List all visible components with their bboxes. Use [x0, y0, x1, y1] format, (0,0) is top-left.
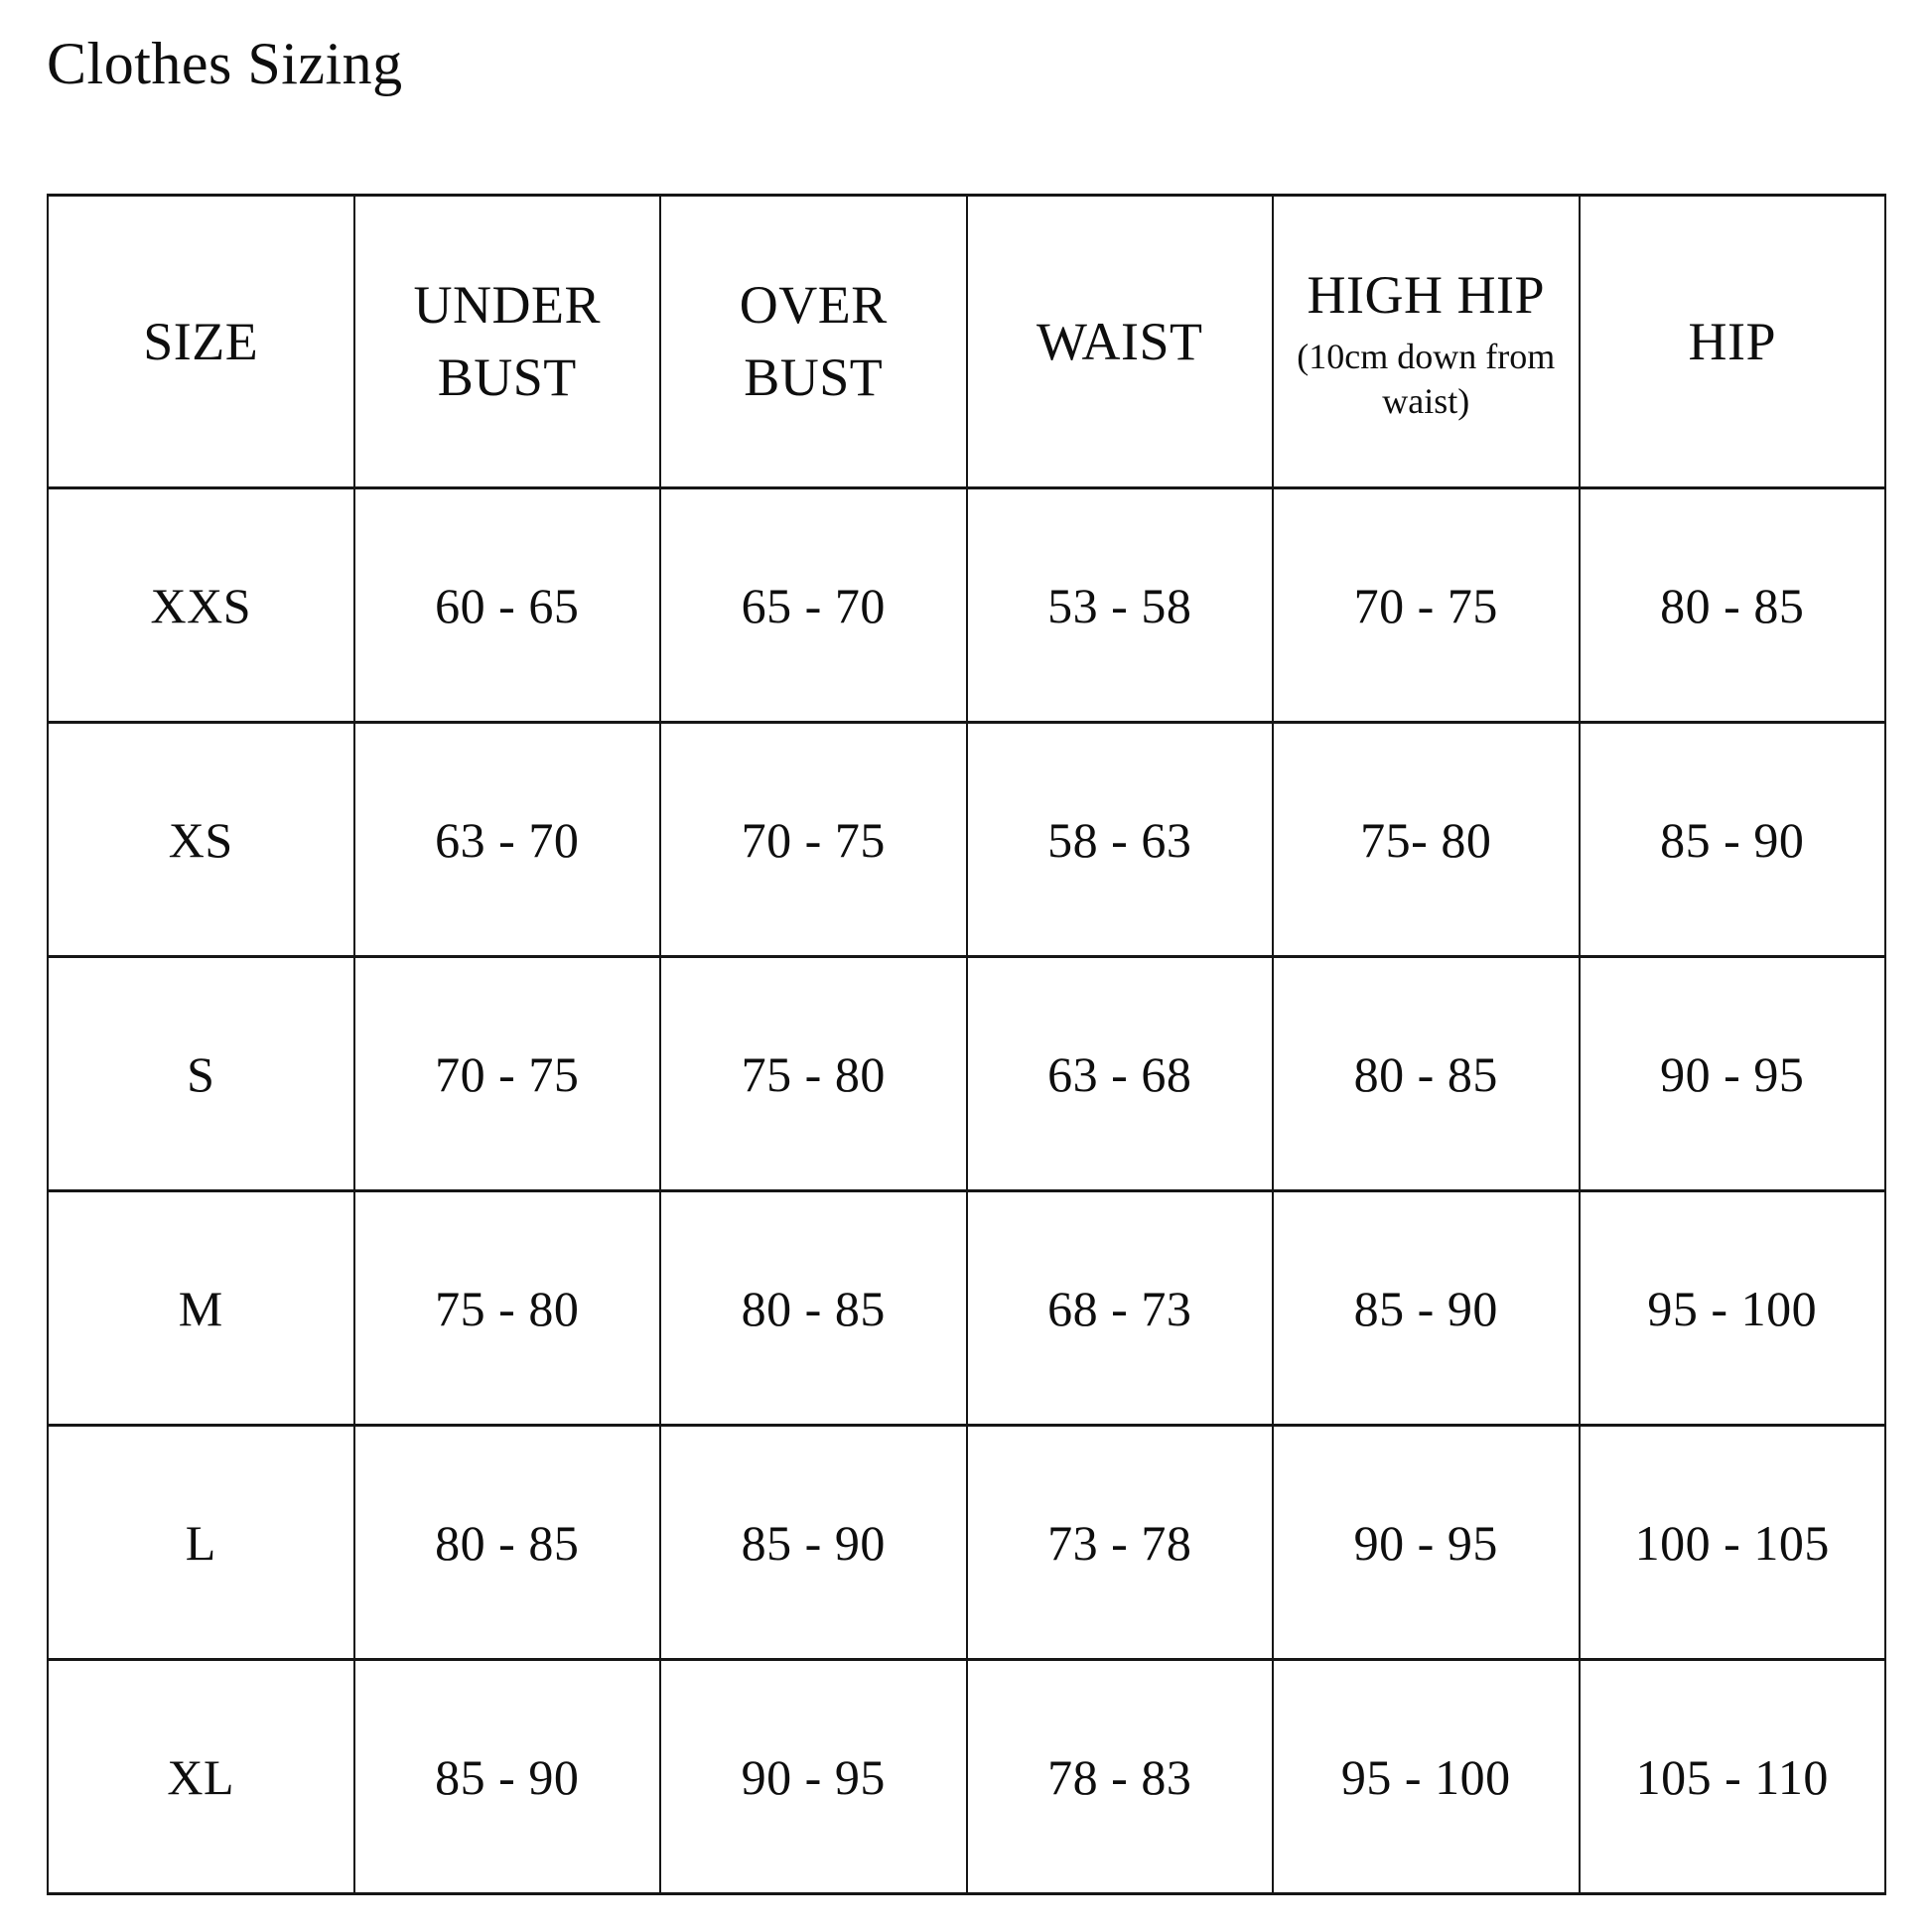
- under-bust-value: 85 - 90: [354, 1660, 661, 1894]
- waist-value: 78 - 83: [967, 1660, 1274, 1894]
- waist-value: 58 - 63: [967, 723, 1274, 957]
- over-bust-value: 75 - 80: [660, 957, 967, 1191]
- high-hip-value: 90 - 95: [1273, 1426, 1580, 1660]
- over-bust-value: 80 - 85: [660, 1191, 967, 1426]
- col-header-hip: [1580, 196, 1886, 488]
- page-title: Clothes Sizing: [47, 31, 403, 96]
- hip-value: 100 - 105: [1580, 1426, 1886, 1660]
- under-bust-value: 75 - 80: [354, 1191, 661, 1426]
- size-label: XXS: [48, 488, 354, 723]
- col-header-under-bust-label: UNDER BUST: [413, 275, 601, 407]
- size-label: S: [48, 957, 354, 1191]
- col-header-waist: [967, 196, 1274, 488]
- waist-value: 53 - 58: [967, 488, 1274, 723]
- col-header-high-hip: [1273, 196, 1580, 488]
- under-bust-value: 63 - 70: [354, 723, 661, 957]
- high-hip-value: 75- 80: [1273, 723, 1580, 957]
- under-bust-value: 80 - 85: [354, 1426, 661, 1660]
- header-row: [48, 196, 1885, 488]
- col-header-under-bust: [354, 196, 661, 488]
- clothes-sizing-table: [47, 194, 1886, 1895]
- hip-value: 90 - 95: [1580, 957, 1886, 1191]
- col-header-high-hip-label: HIGH HIP: [1307, 264, 1545, 325]
- hip-value: 105 - 110: [1580, 1660, 1886, 1894]
- size-row-xxs: [48, 488, 1885, 723]
- col-header-waist-label: WAIST: [1036, 311, 1203, 371]
- high-hip-value: 80 - 85: [1273, 957, 1580, 1191]
- hip-value: 85 - 90: [1580, 723, 1886, 957]
- over-bust-value: 65 - 70: [660, 488, 967, 723]
- col-header-size-label: SIZE: [143, 311, 259, 371]
- size-label: M: [48, 1191, 354, 1426]
- over-bust-value: 85 - 90: [660, 1426, 967, 1660]
- hip-value: 95 - 100: [1580, 1191, 1886, 1426]
- size-row-s: [48, 957, 1885, 1191]
- waist-value: 68 - 73: [967, 1191, 1274, 1426]
- size-label: L: [48, 1426, 354, 1660]
- waist-value: 63 - 68: [967, 957, 1274, 1191]
- col-header-size: [48, 196, 354, 488]
- under-bust-value: 60 - 65: [354, 488, 661, 723]
- col-header-high-hip-subnote: (10cm down from waist): [1297, 337, 1556, 422]
- size-row-m: [48, 1191, 1885, 1426]
- under-bust-value: 70 - 75: [354, 957, 661, 1191]
- size-row-xs: [48, 723, 1885, 957]
- high-hip-value: 95 - 100: [1273, 1660, 1580, 1894]
- over-bust-value: 90 - 95: [660, 1660, 967, 1894]
- waist-value: 73 - 78: [967, 1426, 1274, 1660]
- high-hip-value: 70 - 75: [1273, 488, 1580, 723]
- size-label: XL: [48, 1660, 354, 1894]
- over-bust-value: 70 - 75: [660, 723, 967, 957]
- size-row-xl: [48, 1660, 1885, 1894]
- hip-value: 80 - 85: [1580, 488, 1886, 723]
- col-header-over-bust-label: OVER BUST: [739, 275, 888, 407]
- size-label: XS: [48, 723, 354, 957]
- high-hip-value: 85 - 90: [1273, 1191, 1580, 1426]
- size-row-l: [48, 1426, 1885, 1660]
- col-header-hip-label: HIP: [1688, 311, 1776, 371]
- col-header-over-bust: [660, 196, 967, 488]
